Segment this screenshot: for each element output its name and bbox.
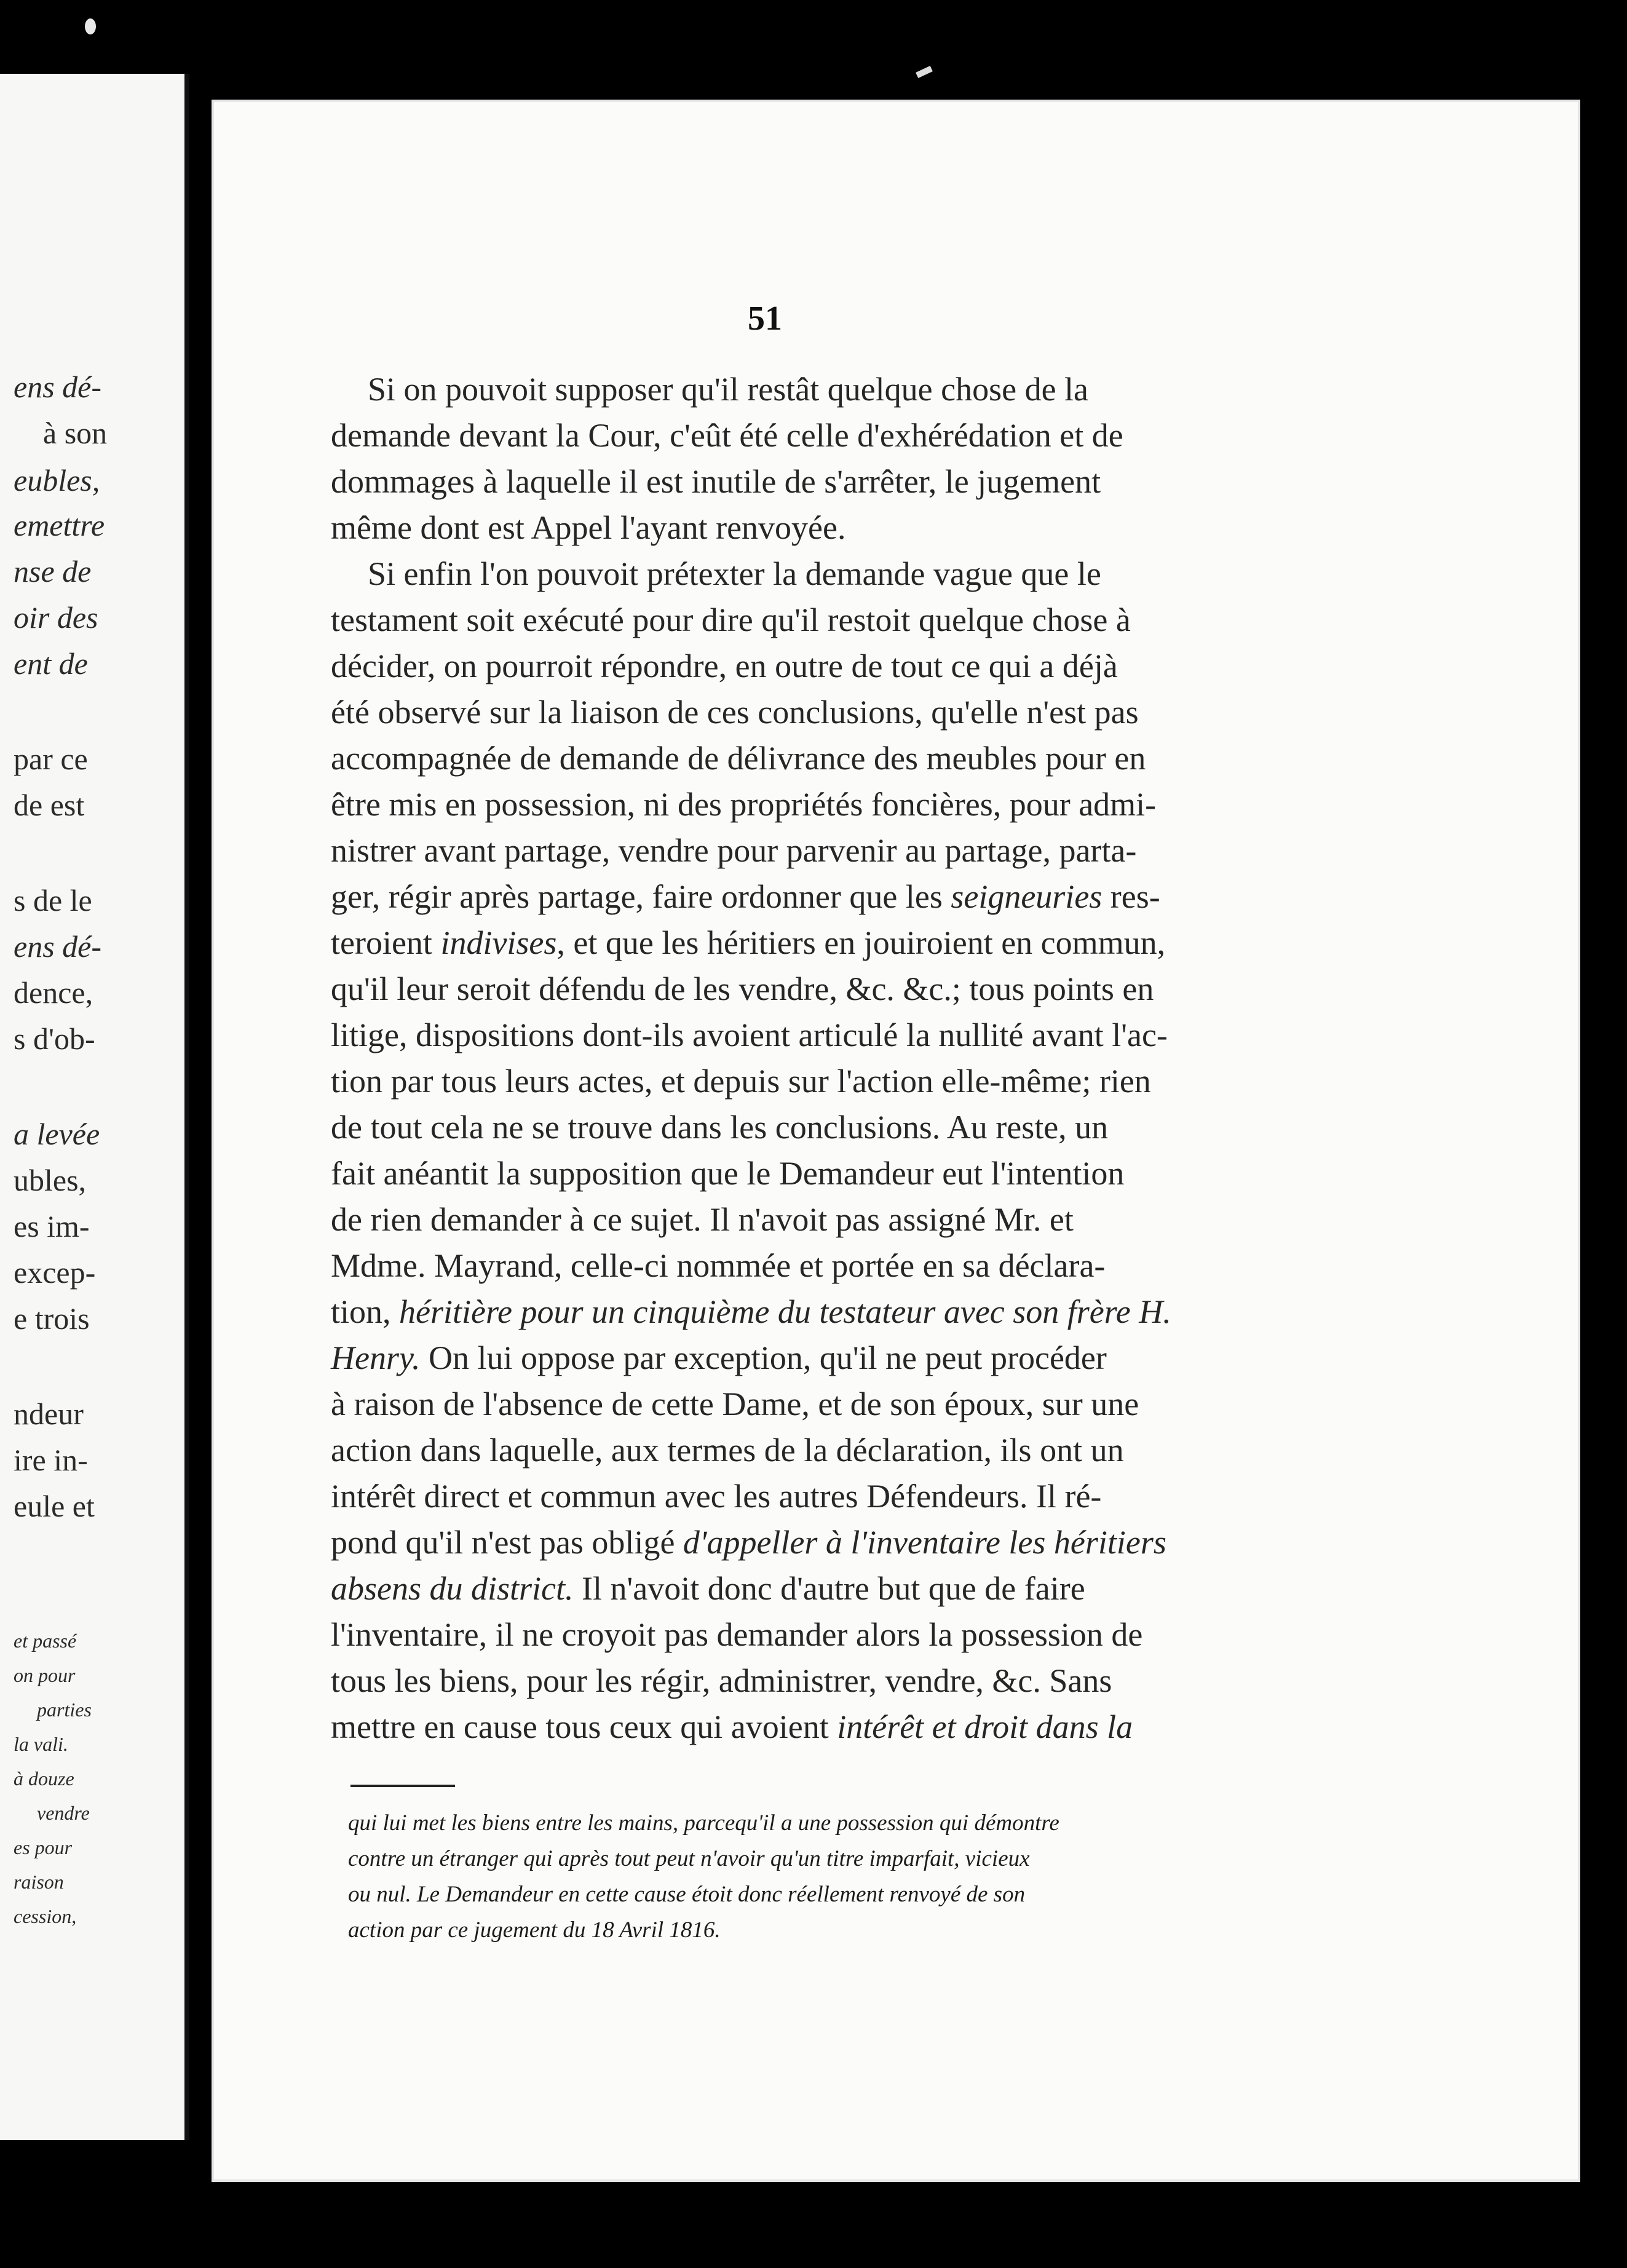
italic-text: Henry.: [331, 1339, 421, 1376]
text-run: teroient: [331, 924, 441, 961]
text-run: On lui oppose par exception, qu'il ne peut procéder: [420, 1339, 1107, 1376]
body-text: [331, 367, 1444, 1750]
italic-text: absens du district.: [331, 1570, 574, 1607]
left-fragment: de est: [14, 788, 85, 822]
left-footnote-fragment: la vali.: [14, 1733, 68, 1755]
scan-speck: [916, 66, 933, 78]
left-page-fragment: [0, 74, 189, 2140]
text-run: décider, on pourroit répondre, en outre de tout ce qui a déjà: [331, 648, 1118, 684]
body-line: [331, 367, 1444, 413]
body-line: [331, 505, 1444, 551]
left-fragment: eubles,: [14, 463, 100, 498]
left-fragment: es im-: [14, 1209, 90, 1243]
body-line: [331, 1151, 1444, 1197]
body-line: [331, 920, 1444, 966]
text-run: même dont est Appel l'ayant renvoyée.: [331, 509, 846, 546]
left-fragment: à son: [43, 416, 108, 450]
text-run: tion par tous leurs actes, et depuis sur l'action elle-même; rien: [331, 1063, 1151, 1100]
body-line: [331, 413, 1444, 459]
body-line: [331, 1473, 1444, 1520]
text-run: mettre en cause tous ceux qui avoient: [331, 1708, 837, 1745]
body-line: [331, 1012, 1444, 1058]
text-run: Si enfin l'on pouvoit prétexter la demande vague que le: [368, 555, 1101, 592]
left-footnote-fragment: parties: [37, 1699, 92, 1721]
italic-text: héritière pour un cinquième du testateur avec son frère H.: [399, 1293, 1171, 1330]
text-run: de tout cela ne se trouve dans les conclusions. Au reste, un: [331, 1109, 1109, 1146]
text-run: testament soit exécuté pour dire qu'il restoit quelque chose à: [331, 601, 1131, 638]
left-fragment: ens dé-: [14, 929, 101, 964]
body-line: [331, 1704, 1444, 1750]
text-run: être mis en possession, ni des propriétés foncières, pour admi-: [331, 786, 1157, 823]
left-footnote-fragment: et passé: [14, 1630, 77, 1652]
left-fragment: par ce: [14, 742, 88, 776]
text-run: qu'il leur seroit défendu de les vendre, &c. &c.; tous points en: [331, 970, 1154, 1007]
text-run: ger, régir après partage, faire ordonner que les: [331, 878, 951, 915]
body-line: [331, 1197, 1444, 1243]
text-run: intérêt direct et commun avec les autres Défendeurs. Il ré-: [331, 1478, 1102, 1515]
footnote-line: qui lui met les biens entre les mains, parcequ'il a une possession qui démontre: [348, 1810, 1059, 1836]
body-line: [331, 1381, 1444, 1427]
left-fragment: emettre: [14, 508, 105, 542]
text-run: action dans laquelle, aux termes de la déclaration, ils ont un: [331, 1432, 1124, 1469]
text-run: Si on pouvoit supposer qu'il restât quelque chose de la: [368, 371, 1089, 408]
left-fragment: ndeur: [14, 1397, 84, 1431]
text-run: litige, dispositions dont-ils avoient articulé la nullité avant l'ac-: [331, 1017, 1168, 1053]
body-line: [331, 1520, 1444, 1566]
body-line: [331, 643, 1444, 689]
footnote-line: action par ce jugement du 18 Avril 1816.: [348, 1917, 721, 1943]
left-fragment: s de le: [14, 883, 92, 918]
text-run: été observé sur la liaison de ces conclusions, qu'elle n'est pas: [331, 694, 1139, 731]
body-line: [331, 1612, 1444, 1658]
left-footnote-fragment: es pour: [14, 1836, 73, 1858]
left-fragment: ire in-: [14, 1443, 88, 1477]
text-run: pond qu'il n'est pas obligé: [331, 1524, 683, 1561]
body-line: [331, 551, 1444, 597]
text-run: de rien demander à ce sujet. Il n'avoit pas assigné Mr. et: [331, 1201, 1074, 1238]
text-run: accompagnée de demande de délivrance des meubles pour en: [331, 740, 1146, 777]
left-fragment: oir des: [14, 600, 98, 635]
page-number: 51: [748, 299, 782, 338]
left-fragment: ent de: [14, 646, 88, 681]
body-line: [331, 1058, 1444, 1104]
body-line: [331, 966, 1444, 1012]
body-line: [331, 1335, 1444, 1381]
left-fragment: nse de: [14, 554, 92, 589]
text-run: l'inventaire, il ne croyoit pas demander alors la possession de: [331, 1616, 1143, 1653]
body-line: [331, 828, 1444, 874]
left-footnote-fragment: cession,: [14, 1905, 77, 1927]
text-run: tous les biens, pour les régir, administrer, vendre, &c. Sans: [331, 1662, 1112, 1699]
text-run: à raison de l'absence de cette Dame, et de son époux, sur une: [331, 1386, 1139, 1422]
left-footnote-fragment: on pour: [14, 1664, 76, 1686]
italic-text: d'appeller à l'inventaire les héritiers: [683, 1524, 1166, 1561]
body-line: [331, 1104, 1444, 1151]
body-line: [331, 459, 1444, 505]
left-fragment: dence,: [14, 975, 93, 1010]
body-line: [331, 1427, 1444, 1473]
left-footnote-fragment: raison: [14, 1871, 64, 1893]
text-run: Mdme. Mayrand, celle-ci nommée et portée en sa déclara-: [331, 1247, 1106, 1284]
left-fragment: s d'ob-: [14, 1021, 95, 1056]
body-line: [331, 1566, 1444, 1612]
body-line: [331, 1658, 1444, 1704]
footnote-line: ou nul. Le Demandeur en cette cause étoit donc réellement renvoyé de son: [348, 1882, 1026, 1907]
left-fragment: a levée: [14, 1117, 100, 1151]
left-fragment: ens dé-: [14, 370, 101, 404]
left-footnote-fragment: vendre: [37, 1802, 90, 1824]
right-page: [212, 100, 1580, 2182]
footnote-line: contre un étranger qui après tout peut n'avoir qu'un titre imparfait, vicieux: [348, 1846, 1030, 1871]
left-fragment: excep-: [14, 1255, 96, 1290]
body-line: [331, 1289, 1444, 1335]
italic-text: indivises: [440, 924, 557, 961]
text-run: dommages à laquelle il est inutile de s'arrêter, le jugement: [331, 463, 1101, 500]
body-line: [331, 597, 1444, 643]
footnote-rule: [350, 1785, 455, 1787]
italic-text: seigneuries: [951, 878, 1102, 915]
text-run: Il n'avoit donc d'autre but que de faire: [573, 1570, 1085, 1607]
italic-text: intérêt et droit dans la: [837, 1708, 1133, 1745]
text-run: fait anéantit la supposition que le Demandeur eut l'intention: [331, 1155, 1125, 1192]
text-run: demande devant la Cour, c'eût été celle d'exhérédation et de: [331, 417, 1123, 454]
text-run: res-: [1102, 878, 1160, 915]
text-run: nistrer avant partage, vendre pour parvenir au partage, parta-: [331, 832, 1137, 869]
body-line: [331, 1243, 1444, 1289]
body-line: [331, 874, 1444, 920]
scan-mark: [85, 18, 96, 34]
text-run: , et que les héritiers en jouiroient en commun,: [556, 924, 1166, 961]
body-line: [331, 736, 1444, 782]
left-footnote-fragment: à douze: [14, 1767, 74, 1790]
footnote: [348, 1806, 1455, 1948]
left-fragment: e trois: [14, 1301, 90, 1336]
body-line: [331, 689, 1444, 736]
text-run: tion,: [331, 1293, 400, 1330]
left-fragment: ubles,: [14, 1163, 87, 1197]
left-fragment: eule et: [14, 1489, 95, 1523]
body-line: [331, 782, 1444, 828]
